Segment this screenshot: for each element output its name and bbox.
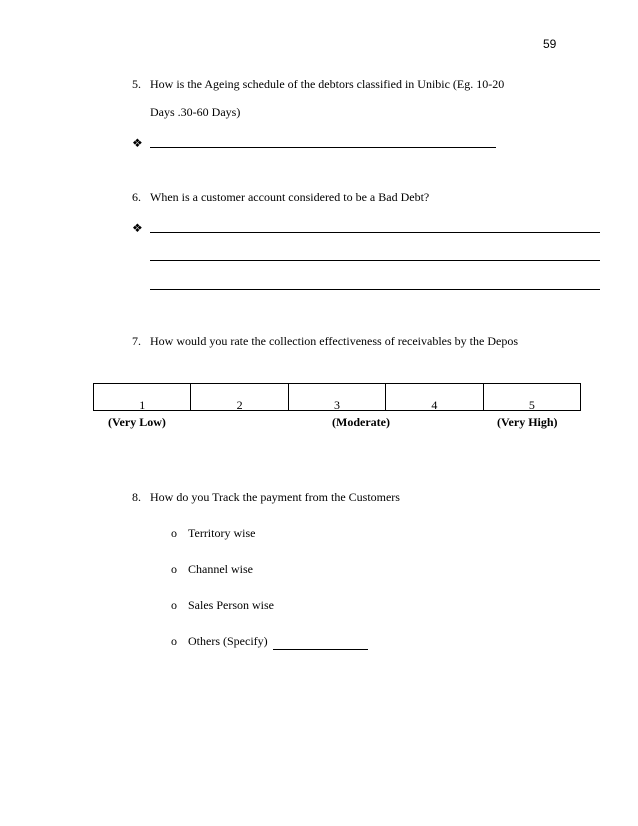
option-others-specify[interactable]: Others (Specify): [188, 634, 268, 648]
rating-value-1: 1: [139, 398, 146, 412]
option-channel-wise[interactable]: Channel wise: [188, 562, 253, 576]
q6-number: 6.: [132, 190, 141, 204]
diamond-bullet-icon: ❖: [132, 136, 143, 150]
option-sales-person-wise[interactable]: Sales Person wise: [188, 598, 274, 612]
rating-value-3: 3: [334, 398, 341, 412]
rating-cell-5[interactable]: [484, 384, 580, 410]
rating-value-4: 4: [431, 398, 438, 412]
option-territory-wise[interactable]: Territory wise: [188, 526, 256, 540]
option-bullet-icon: o: [171, 526, 177, 540]
q6-text: When is a customer account considered to be a Bad Debt?: [150, 190, 430, 204]
rating-cell-2[interactable]: [191, 384, 288, 410]
option-bullet-icon: o: [171, 598, 177, 612]
option-bullet-icon: o: [171, 562, 177, 576]
option-bullet-icon: o: [171, 634, 177, 648]
q6-answer-line-1[interactable]: [150, 232, 600, 233]
page-number: 59: [543, 37, 557, 51]
q5-text-line2: Days .30-60 Days): [150, 105, 241, 119]
rating-scale: [93, 383, 581, 411]
rating-value-5: 5: [528, 398, 535, 412]
q6-answer-line-2[interactable]: [150, 260, 600, 261]
rating-mid-label: (Moderate): [332, 415, 390, 429]
q7-number: 7.: [132, 334, 141, 348]
diamond-bullet-icon: ❖: [132, 221, 143, 235]
q8-number: 8.: [132, 490, 141, 504]
others-specify-line[interactable]: [273, 649, 368, 650]
rating-low-label: (Very Low): [108, 415, 166, 429]
q7-text: How would you rate the collection effectiveness of receivables by the Depos: [150, 334, 518, 348]
q5-answer-line[interactable]: [150, 147, 496, 148]
q8-text: How do you Track the payment from the Customers: [150, 490, 400, 504]
rating-cell-1[interactable]: [94, 384, 191, 410]
q6-answer-line-3[interactable]: [150, 289, 600, 290]
q5-text-line1: How is the Ageing schedule of the debtors classified in Unibic (Eg. 10-20: [150, 77, 505, 91]
rating-cell-4[interactable]: [386, 384, 483, 410]
rating-high-label: (Very High): [497, 415, 558, 429]
rating-cell-3[interactable]: [289, 384, 386, 410]
rating-value-2: 2: [236, 398, 243, 412]
q5-number: 5.: [132, 77, 141, 91]
